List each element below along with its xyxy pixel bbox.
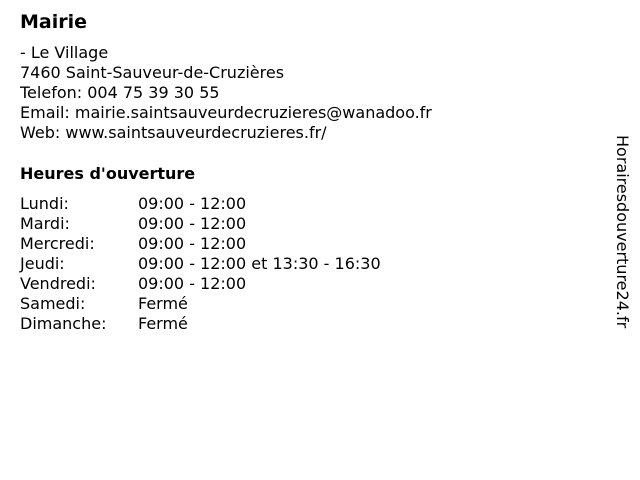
hours-heading: Heures d'ouverture [20, 164, 196, 183]
day-label: Jeudi: [20, 254, 65, 273]
time-value: Fermé [138, 314, 188, 333]
hours-table [20, 194, 381, 334]
time-value: 09:00 - 12:00 [138, 214, 247, 233]
day-label: Vendredi: [20, 274, 96, 293]
day-label: Mercredi: [20, 234, 95, 253]
address-block [20, 43, 432, 143]
day-label: Dimanche: [20, 314, 107, 333]
email-line: Email: mairie.saintsauveurdecruzieres@wanadoo.fr [20, 103, 432, 122]
hours-row-dimanche [20, 314, 381, 334]
web-line: Web: www.saintsauveurdecruzieres.fr/ [20, 123, 327, 142]
hours-row-lundi [20, 194, 381, 214]
place-title: Mairie [20, 11, 88, 33]
site-watermark: Horairesdouverture24.fr [613, 135, 632, 329]
street-line: - Le Village [20, 43, 109, 62]
hours-row-vendredi [20, 274, 381, 294]
time-value: 09:00 - 12:00 et 13:30 - 16:30 [138, 254, 381, 273]
time-value: 09:00 - 12:00 [138, 274, 247, 293]
day-label: Samedi: [20, 294, 86, 313]
hours-row-mercredi [20, 234, 381, 254]
phone-line: Telefon: 004 75 39 30 55 [20, 83, 220, 102]
time-value: 09:00 - 12:00 [138, 234, 247, 253]
city-line: 7460 Saint-Sauveur-de-Cruzières [20, 63, 285, 82]
hours-row-mardi [20, 214, 381, 234]
hours-row-samedi [20, 294, 381, 314]
hours-row-jeudi [20, 254, 381, 274]
time-value: Fermé [138, 294, 188, 313]
day-label: Mardi: [20, 214, 70, 233]
day-label: Lundi: [20, 194, 69, 213]
time-value: 09:00 - 12:00 [138, 194, 247, 213]
